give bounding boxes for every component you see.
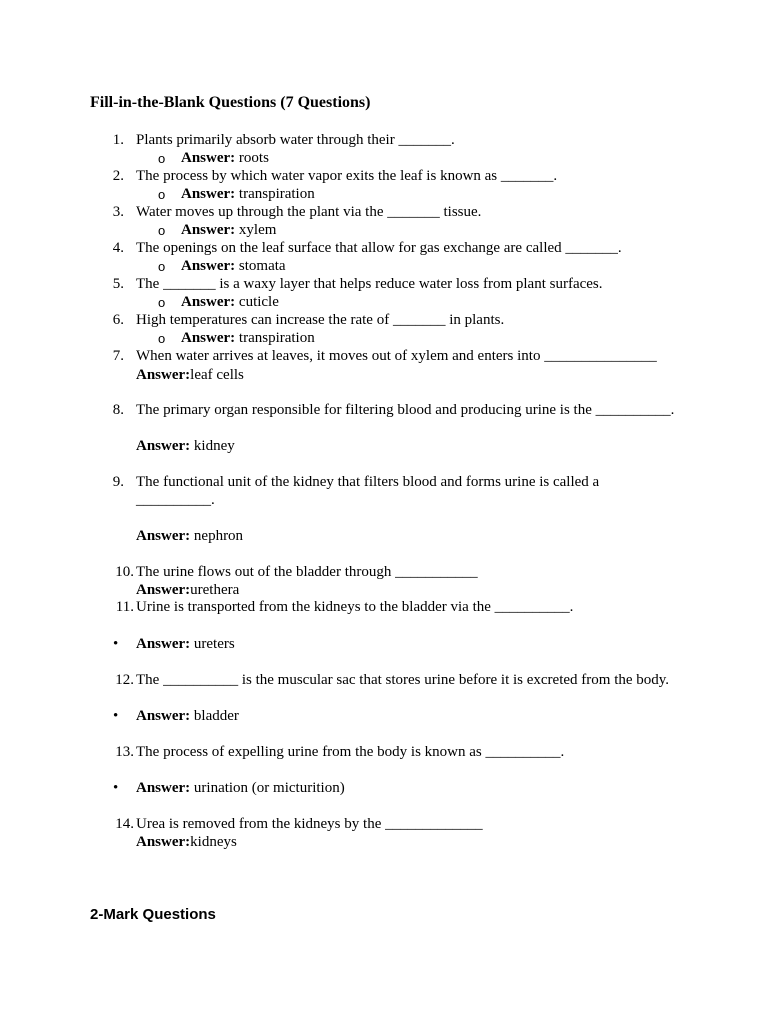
question-number: 6. xyxy=(112,312,124,328)
answer-line xyxy=(181,185,315,203)
bullet-glyph: • xyxy=(113,636,119,652)
sub-bullet-glyph: o xyxy=(158,151,166,166)
question-number: 10. xyxy=(115,564,134,580)
answer-line xyxy=(136,833,237,851)
answer-line xyxy=(181,221,276,239)
answer-label: Answer: xyxy=(181,186,236,202)
answer-label: Answer: xyxy=(136,438,191,454)
answer-line xyxy=(136,437,235,455)
question-number: 12. xyxy=(115,672,134,688)
sub-bullet-glyph: o xyxy=(158,295,166,310)
answer-value: transpiration xyxy=(238,330,315,346)
answer-label: Answer: xyxy=(136,582,191,598)
answer-line xyxy=(181,329,315,347)
question-text: Urine is transported from the kidneys to the bladder via the __________. xyxy=(136,599,574,615)
bullet-glyph: • xyxy=(113,708,119,724)
answer-line xyxy=(136,366,244,384)
answer-value: xylem xyxy=(238,222,277,238)
answer-value: transpiration xyxy=(238,186,315,202)
question-text: The __________ is the muscular sac that stores urine before it is excreted from the body. xyxy=(136,672,670,688)
sub-bullet-glyph: o xyxy=(158,187,166,202)
question-text: The urine flows out of the bladder through ___________ xyxy=(136,564,478,580)
section-heading-2: 2-Mark Questions xyxy=(90,906,216,923)
answer-line xyxy=(136,707,239,725)
answer-label: Answer: xyxy=(136,834,191,850)
answer-label: Answer: xyxy=(136,528,191,544)
answer-label: Answer: xyxy=(181,294,236,310)
answer-value: stomata xyxy=(238,258,286,274)
answer-value: nephron xyxy=(193,528,244,544)
question-number: 7. xyxy=(112,348,124,364)
answer-value: urination (or micturition) xyxy=(193,780,345,796)
question-number: 3. xyxy=(112,204,124,220)
question-number: 1. xyxy=(112,132,124,148)
sub-bullet-glyph: o xyxy=(158,223,166,238)
answer-label: Answer: xyxy=(181,258,236,274)
question-text: The primary organ responsible for filtering blood and producing urine is the __________. xyxy=(136,402,675,418)
answer-line xyxy=(136,635,235,653)
answer-value: urethera xyxy=(190,582,240,598)
question-number: 5. xyxy=(112,276,124,292)
question-text-continued: __________. xyxy=(136,492,215,508)
question-number: 11. xyxy=(115,599,134,615)
section-heading: Fill-in-the-Blank Questions (7 Questions) xyxy=(90,94,371,111)
question-text: The process of expelling urine from the body is known as __________. xyxy=(136,744,565,760)
answer-line xyxy=(136,779,345,797)
bullet-glyph: • xyxy=(113,780,119,796)
answer-label: Answer: xyxy=(136,708,191,724)
answer-value: kidney xyxy=(193,438,235,454)
question-text: Urea is removed from the kidneys by the _____________ xyxy=(136,816,483,832)
answer-line xyxy=(136,581,239,599)
question-text: High temperatures can increase the rate of _______ in plants. xyxy=(136,312,505,328)
answer-line xyxy=(181,257,286,275)
question-number: 14. xyxy=(115,816,134,832)
answer-line xyxy=(136,527,243,545)
answer-value: roots xyxy=(238,150,269,166)
answer-label: Answer: xyxy=(181,222,236,238)
answer-label: Answer: xyxy=(136,780,191,796)
answer-value: ureters xyxy=(193,636,235,652)
question-text: The openings on the leaf surface that allow for gas exchange are called _______. xyxy=(136,240,622,256)
question-text: Plants primarily absorb water through their _______. xyxy=(136,132,455,148)
answer-label: Answer: xyxy=(181,330,236,346)
question-number: 9. xyxy=(112,474,124,490)
answer-line xyxy=(181,149,269,167)
question-number: 8. xyxy=(112,402,124,418)
question-text: When water arrives at leaves, it moves out of xylem and enters into _______________ xyxy=(136,348,657,364)
answer-value: bladder xyxy=(193,708,239,724)
question-text: Water moves up through the plant via the _______ tissue. xyxy=(136,204,482,220)
question-number: 4. xyxy=(112,240,124,256)
question-text: The process by which water vapor exits the leaf is known as _______. xyxy=(136,168,558,184)
answer-value: cuticle xyxy=(238,294,279,310)
question-text: The functional unit of the kidney that filters blood and forms urine is called a xyxy=(136,474,600,490)
answer-value: kidneys xyxy=(190,834,237,850)
answer-label: Answer: xyxy=(136,636,191,652)
answer-label: Answer: xyxy=(181,150,236,166)
answer-value: leaf cells xyxy=(190,367,244,383)
answer-label: Answer: xyxy=(136,367,191,383)
question-number: 13. xyxy=(115,744,134,760)
sub-bullet-glyph: o xyxy=(158,331,166,346)
question-number: 2. xyxy=(112,168,124,184)
question-text: The _______ is a waxy layer that helps reduce water loss from plant surfaces. xyxy=(136,276,603,292)
answer-line xyxy=(181,293,279,311)
sub-bullet-glyph: o xyxy=(158,259,166,274)
